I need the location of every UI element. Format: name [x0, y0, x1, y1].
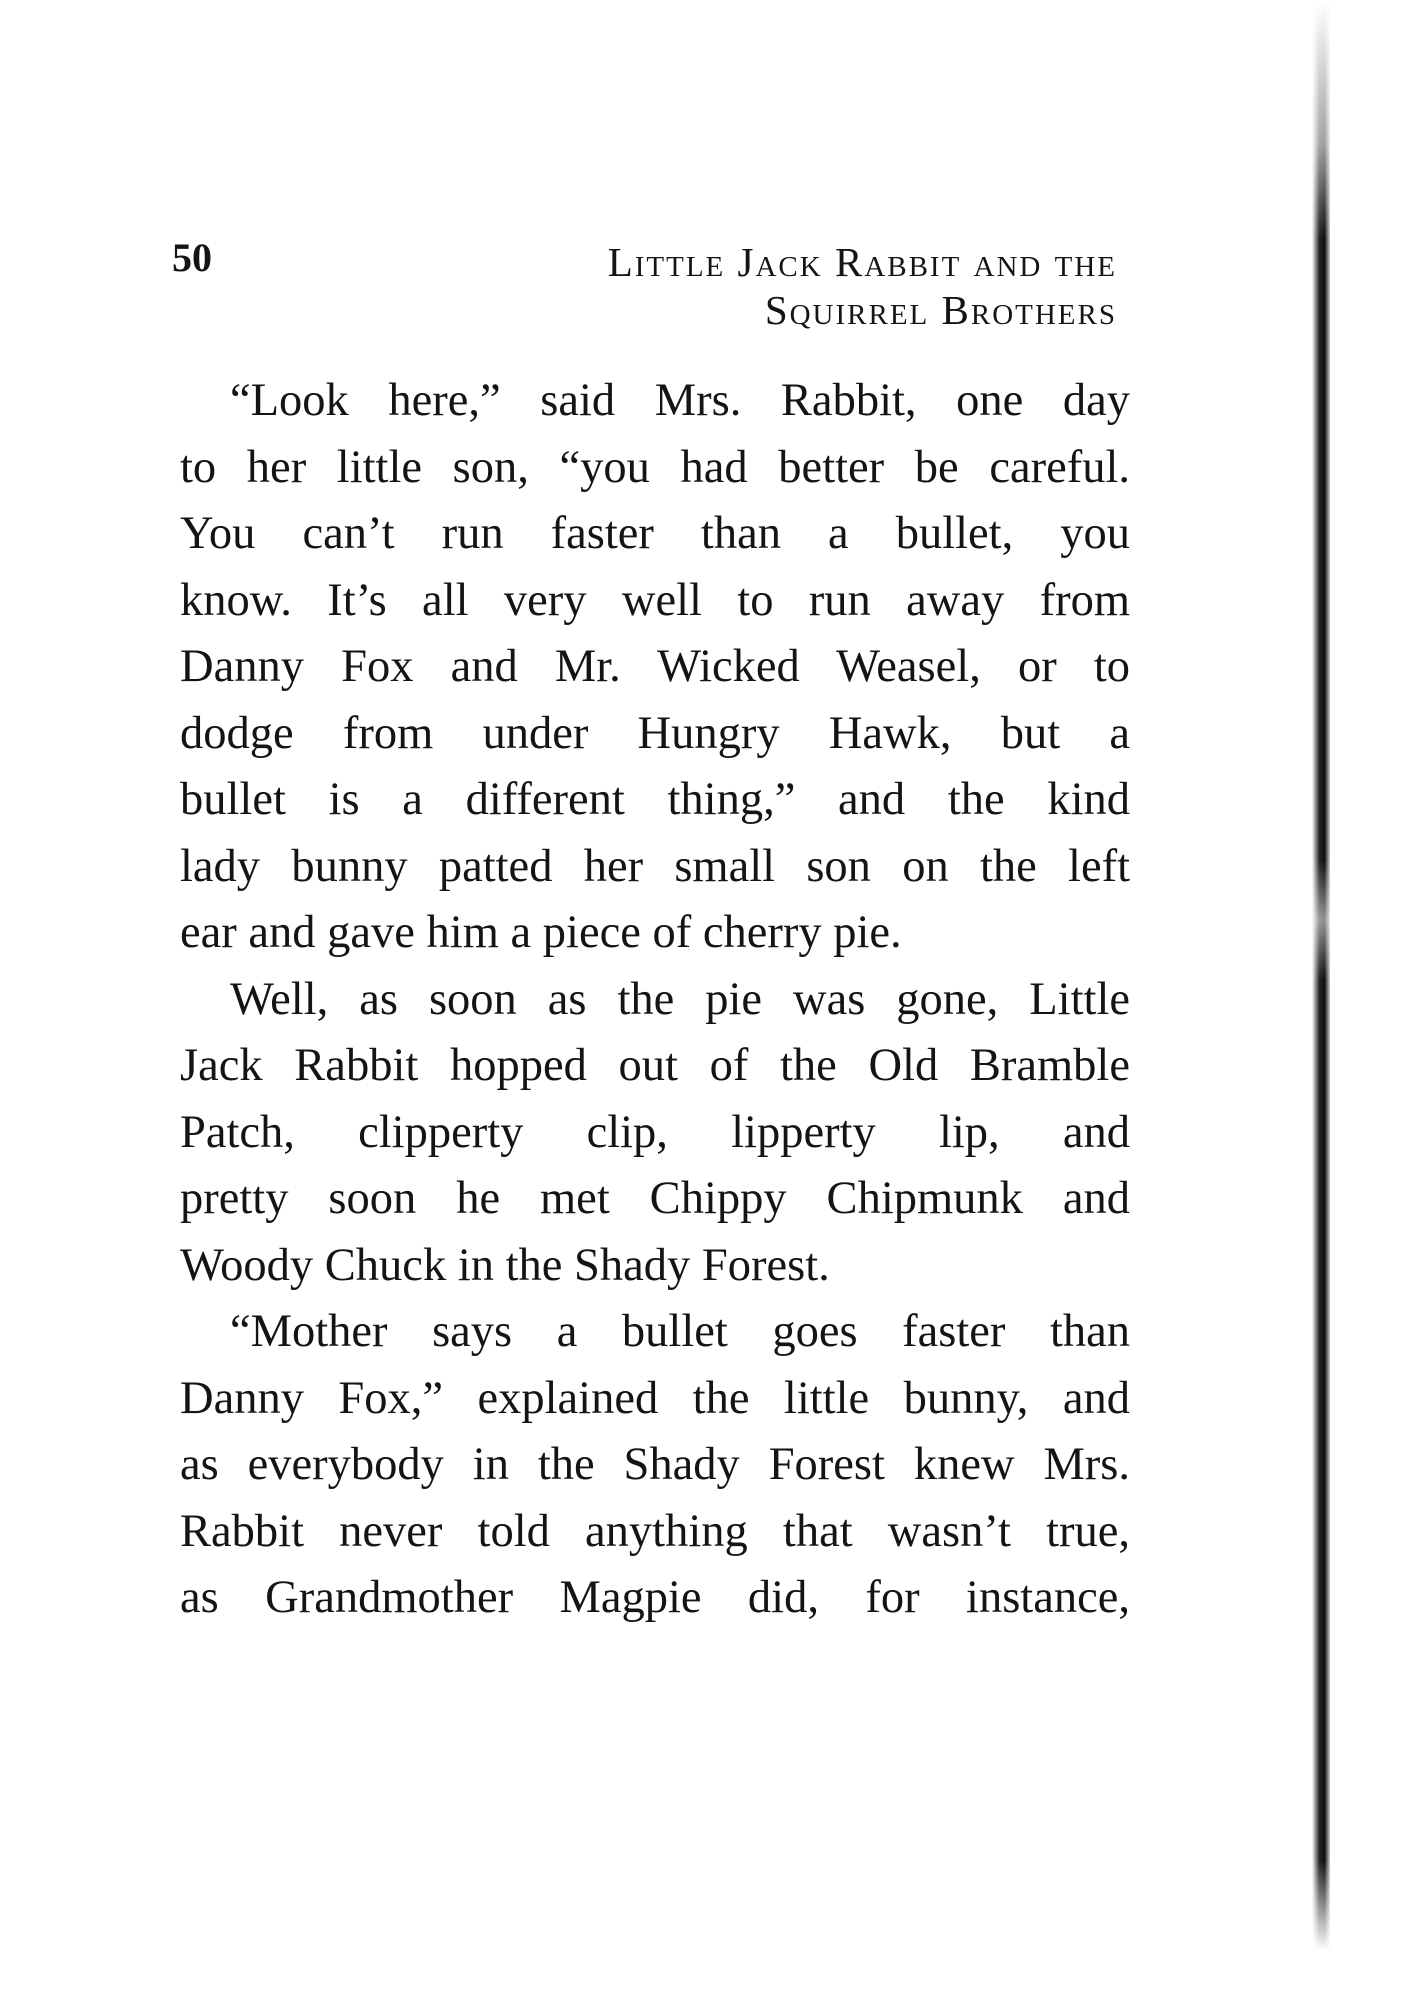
running-head — [608, 238, 1117, 335]
text-line: You can’t run faster than a bullet, you — [180, 508, 1130, 559]
text-line: Patch, clipperty clip, lipperty lip, and — [180, 1106, 1130, 1158]
text-line: Jack Rabbit hopped out of the Old Bramble — [180, 1040, 1130, 1091]
binding-fade — [1312, 1860, 1330, 2011]
paragraph — [180, 368, 1130, 967]
text-line: pretty soon he met Chippy Chipmunk and — [180, 1173, 1130, 1224]
text-line: lady bunny patted her small son on the left — [180, 840, 1130, 892]
text-line: ear and gave him a piece of cherry pie. — [180, 907, 902, 958]
text-line: know. It’s all very well to run away from — [180, 574, 1130, 626]
text-line: as Grandmother Magpie did, for instance, — [180, 1572, 1130, 1623]
text-line: dodge from under Hungry Hawk, but a — [180, 707, 1130, 759]
paragraph — [180, 1299, 1130, 1632]
binding-shade — [1312, 0, 1330, 2011]
running-head-line: Little Jack Rabbit and the — [607, 239, 1117, 285]
running-head-line: Squirrel Brothers — [764, 287, 1117, 334]
text-line: Danny Fox and Mr. Wicked Weasel, or to — [180, 641, 1130, 692]
binding-fade — [1312, 0, 1330, 240]
body-text — [180, 368, 1130, 1632]
paragraph — [180, 967, 1130, 1300]
book-binding-shadow — [1312, 0, 1330, 2011]
text-line: to her little son, “you had better be careful. — [180, 441, 1130, 493]
text-line: Woody Chuck in the Shady Forest. — [180, 1239, 830, 1291]
text-line: bullet is a different thing,” and the kind — [180, 774, 1130, 825]
text-line: Danny Fox,” explained the little bunny, and — [180, 1372, 1130, 1424]
binding-fade — [1312, 860, 1330, 980]
text-line: “Look here,” said Mrs. Rabbit, one day — [230, 375, 1130, 426]
text-line: Rabbit never told anything that wasn’t true, — [180, 1505, 1130, 1557]
text-line: “Mother says a bullet goes faster than — [230, 1306, 1130, 1357]
page-number: 50 — [172, 235, 212, 280]
text-line: as everybody in the Shady Forest knew Mrs. — [180, 1439, 1130, 1490]
text-line: Well, as soon as the pie was gone, Little — [230, 973, 1130, 1025]
